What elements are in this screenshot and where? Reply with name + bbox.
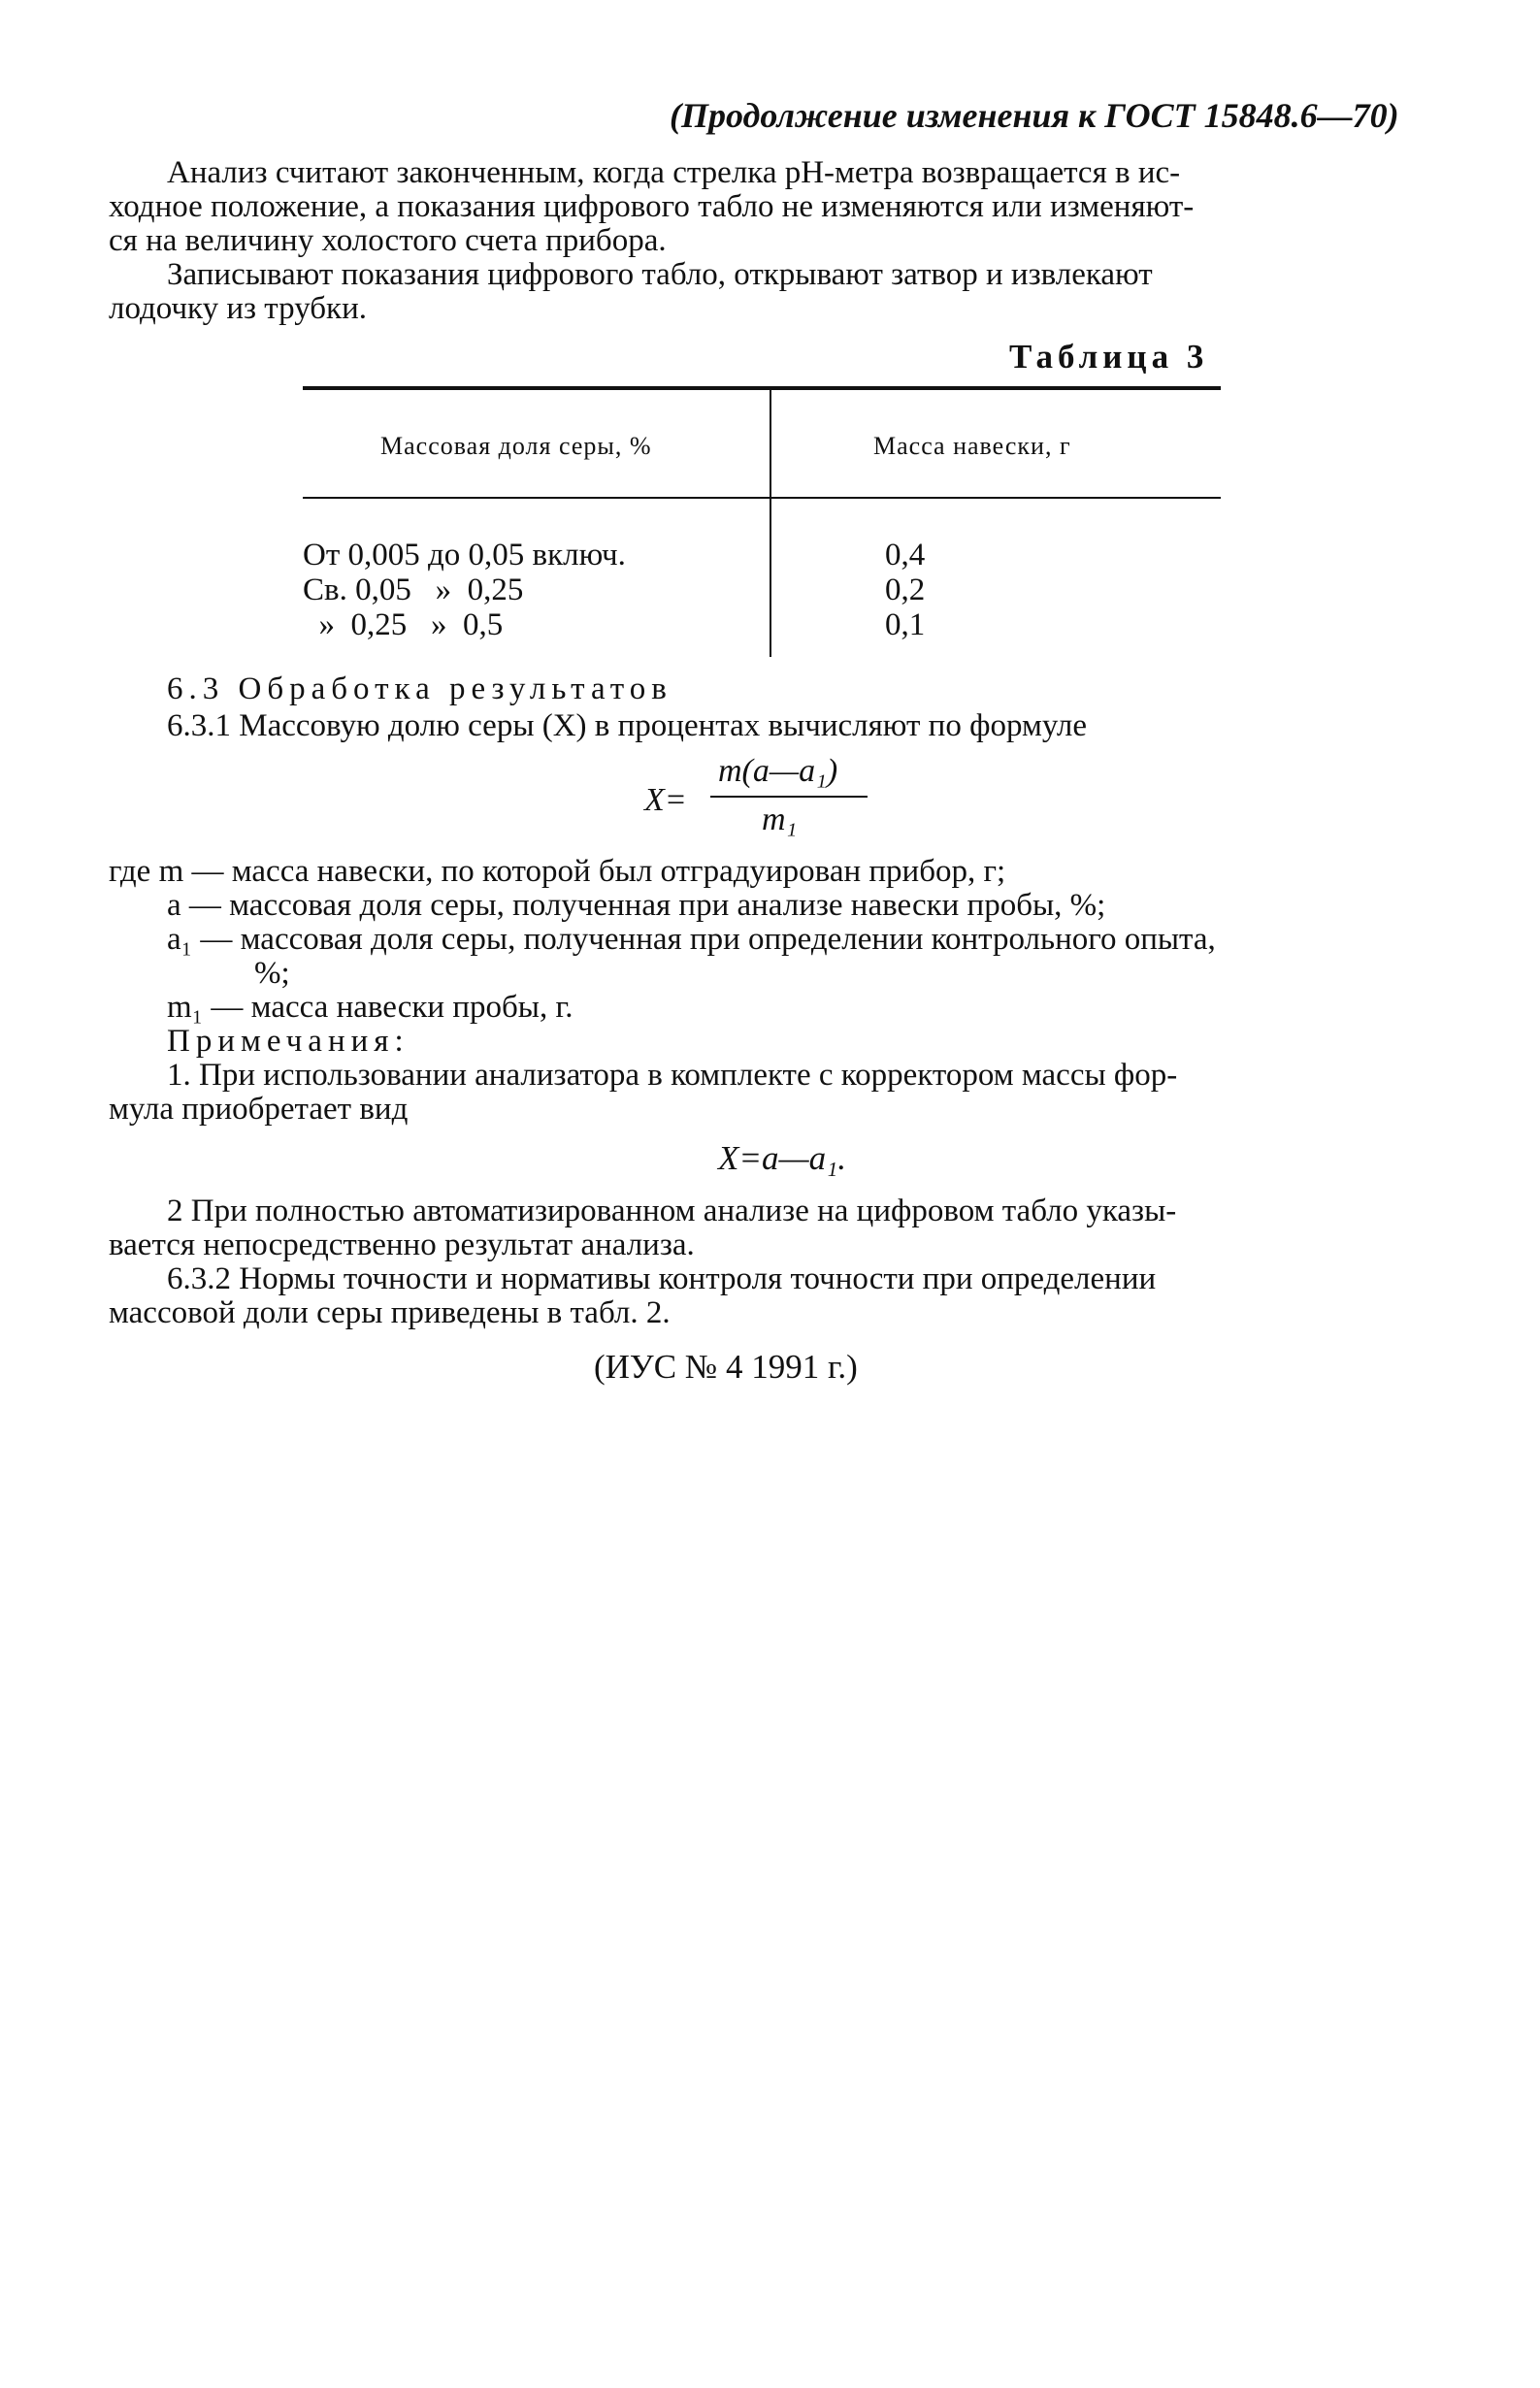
table-row-3-range: » 0,25 » 0,5 [303, 607, 504, 642]
table-header-mass-fraction: Массовая доля серы, % [380, 432, 652, 460]
formula-denominator: m₁ [762, 801, 798, 837]
formula-numerator: m(a—a₁) [718, 753, 838, 789]
intro-line-1: Анализ считают законченным, когда стрелка pH-метра возвращается в ис- [167, 155, 1181, 190]
intro-line-2: ходное положение, а показания цифрового табло не изменяются или изменяют- [109, 189, 1195, 224]
page-header: (Продолжение изменения к ГОСТ 15848.6—70) [670, 96, 1399, 135]
ius-reference: (ИУС № 4 1991 г.) [594, 1348, 858, 1386]
paragraph-6-3-2-line-2: массовой доли серы приведены в табл. 2. [109, 1295, 671, 1330]
where-line-3: a₁ — массовая доля серы, полученная при определении контрольного опыта, [167, 922, 1216, 957]
table-row-2-mass: 0,2 [885, 572, 926, 607]
where-line-2: a — массовая доля серы, полученная при анализе навески пробы, %; [167, 888, 1106, 923]
table-row-1-mass: 0,4 [885, 538, 926, 572]
intro-line-4: Записывают показания цифрового табло, открывают затвор и извлекают [167, 257, 1153, 292]
table-row-3-mass: 0,1 [885, 607, 926, 642]
where-line-5: m₁ — масса навески пробы, г. [167, 990, 573, 1025]
intro-line-3: ся на величину холостого счета прибора. [109, 223, 667, 258]
where-line-1: где m — масса навески, по которой был отградуирован прибор, г; [109, 854, 1006, 889]
intro-line-5: лодочку из трубки. [109, 291, 367, 326]
table-row-1-range: От 0,005 до 0,05 включ. [303, 538, 626, 572]
section-heading: 6.3 Обработка результатов [167, 671, 672, 706]
note-1-line-1: 1. При использовании анализатора в комплекте с корректором массы фор- [167, 1058, 1178, 1093]
table-title: Таблица 3 [1009, 338, 1209, 376]
table-column-divider [770, 390, 771, 657]
notes-title: Примечания: [167, 1024, 410, 1059]
note-2-line-1: 2 При полностью автоматизированном анализе на цифровом табло указы- [167, 1194, 1177, 1228]
formula-fraction-bar [710, 796, 868, 798]
note-1-line-2: мула приобретает вид [109, 1092, 409, 1127]
table-header-rule [303, 497, 1221, 499]
note-2-line-2: вается непосредственно результат анализа. [109, 1227, 695, 1262]
table-top-rule [303, 386, 1221, 390]
where-line-4: %; [254, 956, 290, 991]
formula-lhs: X= [644, 782, 687, 818]
table-row-2-range: Св. 0,05 » 0,25 [303, 572, 524, 607]
formula-2: X=a—a₁. [718, 1139, 847, 1177]
paragraph-6-3-1: 6.3.1 Массовую долю серы (X) в процентах вычисляют по формуле [167, 708, 1088, 743]
paragraph-6-3-2-line-1: 6.3.2 Нормы точности и нормативы контроля точности при определении [167, 1261, 1157, 1296]
table-header-sample-mass: Масса навески, г [873, 432, 1071, 460]
